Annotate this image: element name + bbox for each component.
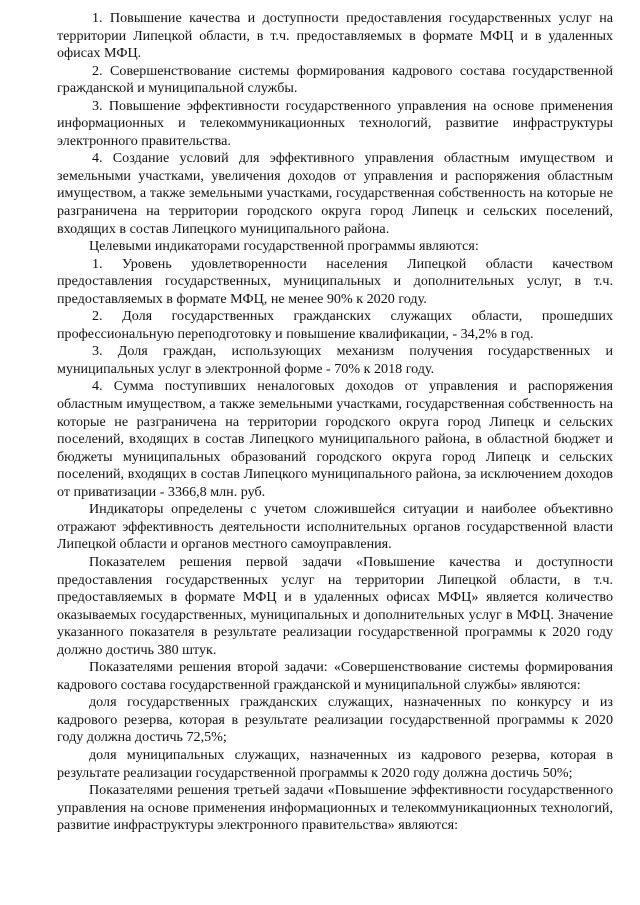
task-4-paragraph: 4. Создание условий для эффективного управления областным имуществом и земельными участками, увеличения доходов от управления и распоряжения областным имуществом, а также земельными участками, государственная собственность на которые не разграничена на территории городского округа город Липецк и сельских поселений, входящих в состав Липецкого муниципального района. [57,150,613,237]
municipal-servants-share-paragraph: доля муниципальных служащих, назначенных из кадрового резерва, которая в результате реализации государственной программы к 2020 году должна достичь 50%; [57,746,613,781]
indicator-4-paragraph: 4. Сумма поступивших неналоговых доходов от управления и распоряжения областным имуществом, а также земельными участками, государственная собственность на которые не разграничена на территории городского округа город Липецк и сельских поселений, входящих в состав Липецкого муниципального района, в областной бюджет и бюджеты муниципальных образований городского округа город Липецк и сельских поселений, входящих в состав Липецкого муниципального района, за исключением доходов от приватизации - 3366,8 млн. руб. [57,378,613,500]
second-task-measures-intro-paragraph: Показателями решения второй задачи: «Совершенствование системы формирования кадрового состава государственной гражданской и муниципальной службы» являются: [57,659,613,693]
indicator-3-paragraph: 3. Доля граждан, использующих механизм получения государственных и муниципальных услуг в электронной форме - 70% к 2018 году. [57,343,613,377]
indicators-justification-paragraph: Индикаторы определены с учетом сложившейся ситуации и наиболее объективно отражают эффективность деятельности исполнительных органов государственной власти Липецкой области и органов местного самоуправления. [57,501,613,553]
indicator-1-paragraph: 1. Уровень удовлетворенности населения Липецкой области качеством предоставления государственных, муниципальных и дополнительных услуг, в т.ч. предоставляемых в формате МФЦ, не менее 90% к 2020 году. [57,255,613,307]
task-3-paragraph: 3. Повышение эффективности государственного управления на основе применения информационных и телекоммуникационных технологий, развитие инфраструктуры электронного правительства. [57,97,613,149]
indicator-2-paragraph: 2. Доля государственных гражданских служащих области, прошедших профессиональную переподготовку и повышение квалификации, - 34,2% в год. [57,308,613,342]
civil-servants-share-paragraph: доля государственных гражданских служащих, назначенных по конкурсу и из кадрового резерва, которая в результате реализации государственной программы к 2020 году должна достичь 72,5%; [57,694,613,746]
task-2-paragraph: 2. Совершенствование системы формирования кадрового состава государственной гражданской и муниципальной службы. [57,62,613,97]
first-task-measure-paragraph: Показателем решения первой задачи «Повышение качества и доступности предоставления государственных услуг на территории Липецкой области, в т.ч. предоставляемых в формате МФЦ и в удаленных офисах МФЦ» является количество оказываемых государственных, муниципальных и дополнительных услуг в МФЦ. Значение указанного показателя в результате реализации государственной программы к 2020 году должно достичь 380 штук. [57,553,613,658]
third-task-measures-intro-paragraph: Показателями решения третьей задачи «Повышение эффективности государственного управления на основе применения информационных и телекоммуникационных технологий, развитие инфраструктуры электронного правительства» являются: [57,782,613,834]
indicators-intro-paragraph: Целевыми индикаторами государственной программы являются: [89,238,479,255]
task-1-paragraph: 1. Повышение качества и доступности предоставления государственных услуг на территории Липецкой области, в т.ч. предоставляемых в формате МФЦ и в удаленных офисах МФЦ. [57,10,613,62]
